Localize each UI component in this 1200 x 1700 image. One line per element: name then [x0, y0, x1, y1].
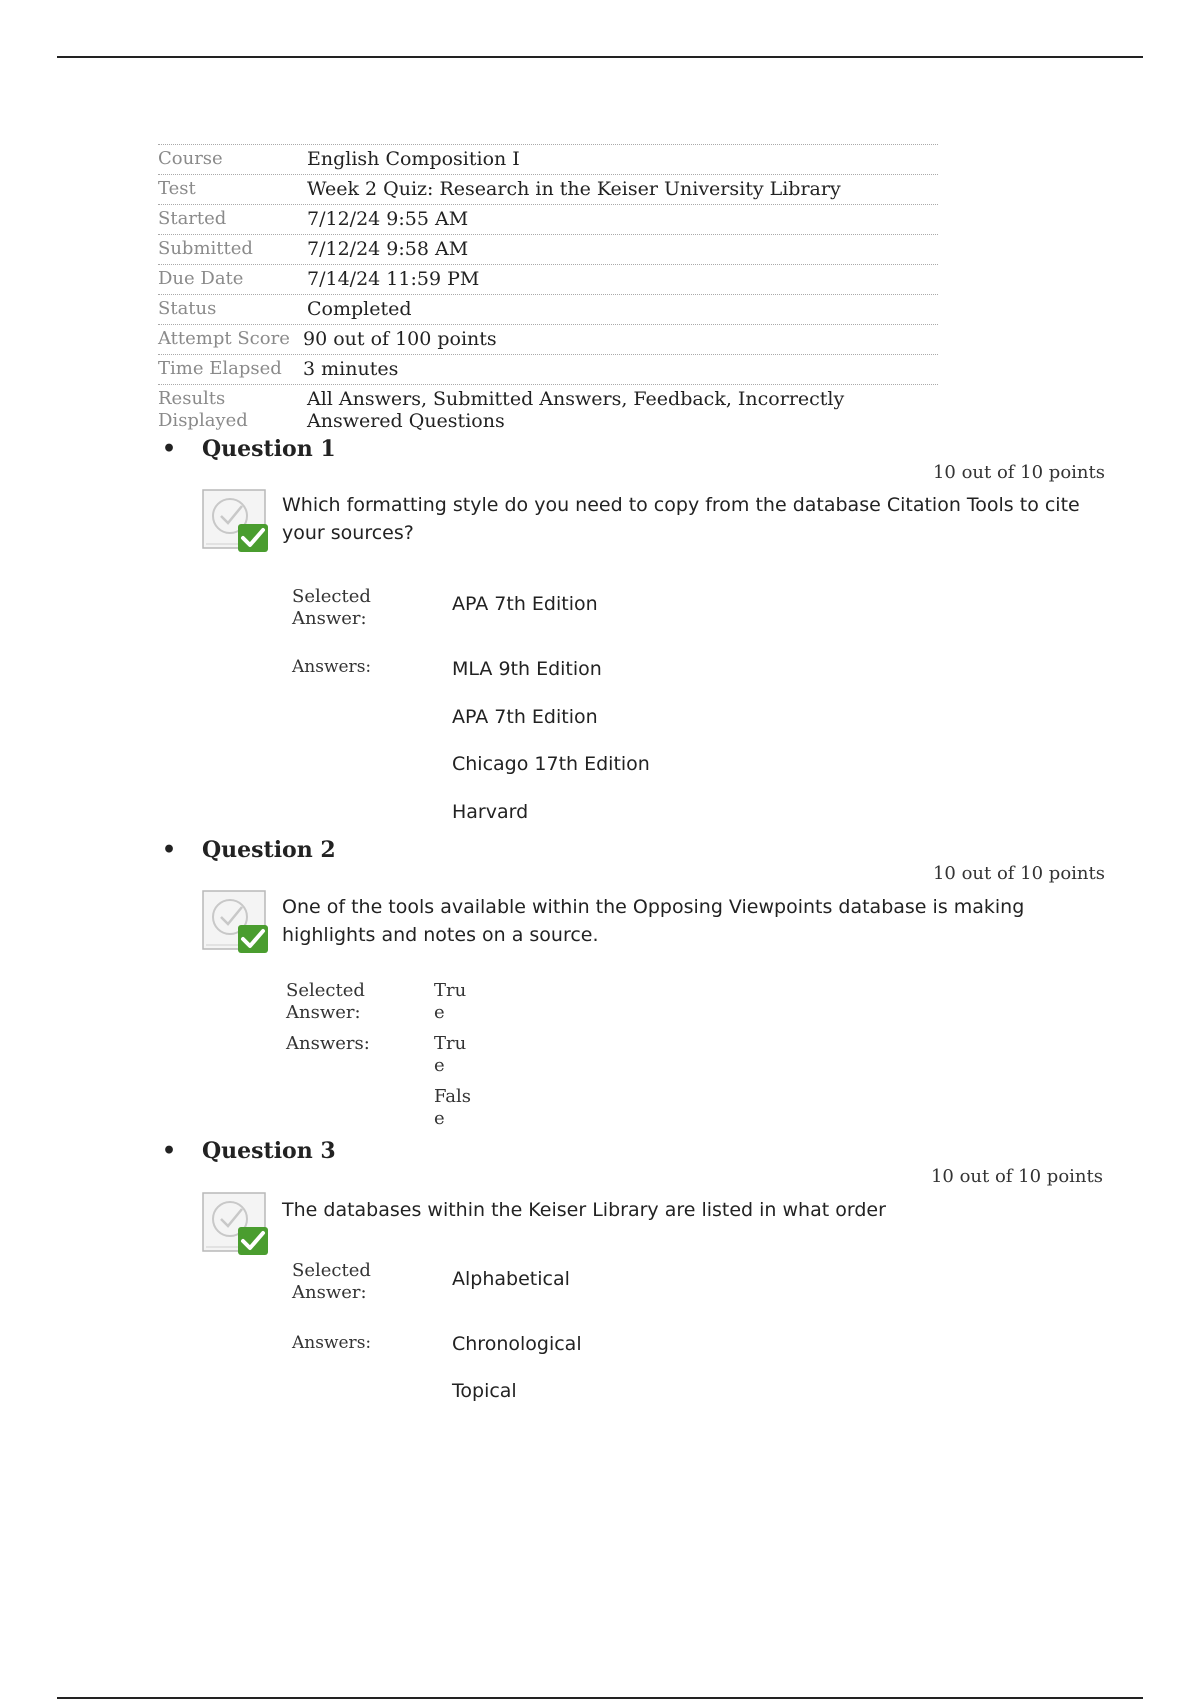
- bullet: •: [162, 436, 177, 462]
- selected-answer-label: Selected Answer:: [292, 1260, 371, 1303]
- answers-label: Answers:: [292, 1333, 372, 1353]
- summary-row-attempt-score: [158, 325, 938, 355]
- question-2-points: 10 out of 10 points: [932, 863, 1105, 884]
- question-title: Question 3: [202, 1138, 336, 1164]
- question-3-heading: [162, 1138, 336, 1164]
- question-1-points: 10 out of 10 points: [932, 462, 1105, 483]
- summary-row-submitted: [158, 235, 938, 265]
- summary-value: 3 minutes: [303, 358, 399, 380]
- question-2-heading: [162, 837, 336, 863]
- summary-label: Due Date: [158, 268, 244, 289]
- question-3-text: The databases within the Keiser Library are listed in what order: [282, 1199, 886, 1221]
- bullet: •: [162, 837, 177, 863]
- answer-option: Tru e: [434, 1033, 467, 1076]
- summary-row-time-elapsed: [158, 355, 938, 385]
- summary-value: Week 2 Quiz: Research in the Keiser University Library: [307, 178, 841, 200]
- selected-answer-label: Selected Answer:: [292, 586, 371, 629]
- summary-row-course: [158, 145, 938, 175]
- summary-label: Attempt Score: [158, 328, 290, 349]
- answers-label: Answers:: [292, 657, 372, 677]
- summary-value: Completed: [307, 298, 412, 320]
- summary-row-status: [158, 295, 938, 325]
- summary-value: All Answers, Submitted Answers, Feedback, Incorrectly Answered Questions: [307, 388, 845, 432]
- summary-label: Course: [158, 148, 223, 169]
- summary-label: Time Elapsed: [158, 358, 282, 379]
- summary-value: 7/12/24 9:55 AM: [307, 208, 469, 230]
- summary-row-started: [158, 205, 938, 235]
- summary-label: Results Displayed: [158, 388, 248, 431]
- summary-value: 7/14/24 11:59 PM: [307, 268, 480, 290]
- answer-option: Harvard: [452, 801, 529, 823]
- answer-option: Topical: [452, 1380, 517, 1402]
- answer-option: Chronological: [452, 1333, 582, 1355]
- answer-option: Chicago 17th Edition: [452, 753, 650, 775]
- summary-label: Started: [158, 208, 227, 229]
- selected-answer-value: Alphabetical: [452, 1268, 570, 1290]
- answers-label: Answers:: [286, 1033, 370, 1054]
- summary-value: 90 out of 100 points: [303, 328, 497, 350]
- summary-value: English Composition I: [307, 148, 520, 170]
- question-title: Question 2: [202, 837, 336, 863]
- correct-check-icon: [202, 488, 270, 554]
- question-1-text: Which formatting style do you need to copy from the database Citation Tools to cite your sources?: [282, 494, 1080, 544]
- question-2-text: One of the tools available within the Opposing Viewpoints database is making highlights and notes on a source.: [282, 896, 1025, 946]
- question-title: Question 1: [202, 436, 336, 462]
- answer-option: APA 7th Edition: [452, 706, 598, 728]
- summary-value: 7/12/24 9:58 AM: [307, 238, 469, 260]
- summary-label: Submitted: [158, 238, 253, 259]
- summary-label: Status: [158, 298, 217, 319]
- question-1-heading: [162, 436, 336, 462]
- selected-answer-value: APA 7th Edition: [452, 593, 598, 615]
- selected-answer-label: Selected Answer:: [286, 980, 365, 1023]
- answer-option: MLA 9th Edition: [452, 658, 602, 680]
- correct-check-icon: [202, 889, 270, 955]
- summary-row-results-displayed: [158, 385, 938, 434]
- correct-check-icon: [202, 1191, 270, 1257]
- bottom-rule: [57, 1697, 1143, 1699]
- answer-option: Fals e: [434, 1086, 471, 1129]
- summary-row-due-date: [158, 265, 938, 295]
- summary-row-test: [158, 175, 938, 205]
- attempt-summary-table: [158, 144, 938, 434]
- question-3-points: 10 out of 10 points: [930, 1166, 1103, 1187]
- bullet: •: [162, 1138, 177, 1164]
- selected-answer-value: Tru e: [434, 980, 467, 1023]
- summary-label: Test: [158, 178, 196, 199]
- top-rule: [57, 56, 1143, 58]
